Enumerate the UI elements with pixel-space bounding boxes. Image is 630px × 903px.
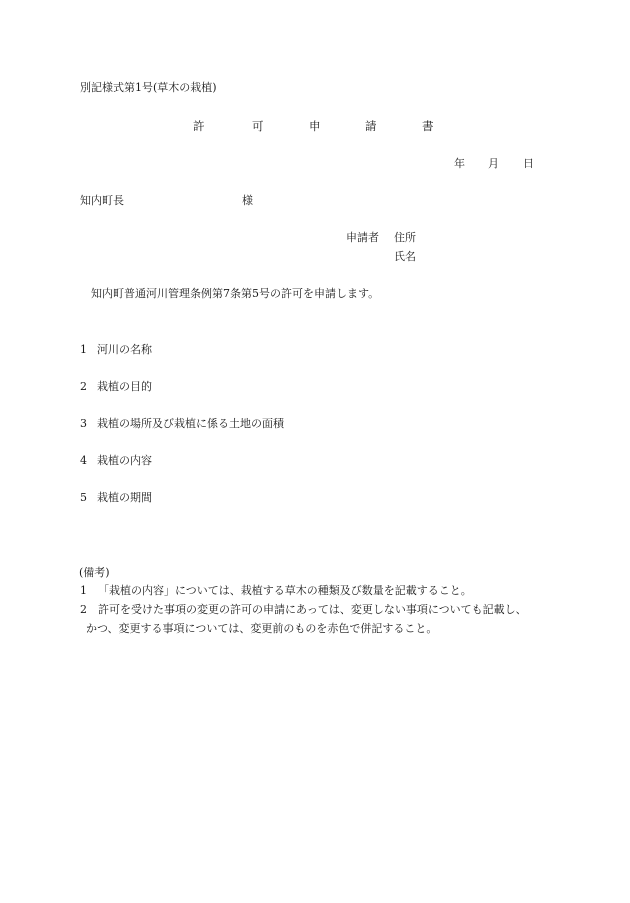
item-label: 栽植の場所及び栽植に係る土地の面積: [97, 417, 284, 430]
item-label: 栽植の内容: [97, 454, 152, 467]
remark-text: 「栽植の内容」については、栽植する草木の種類及び数量を記載すること。: [98, 584, 472, 597]
applicant-role: 申請者: [346, 231, 379, 244]
date-month: 月: [488, 157, 499, 170]
addressee-name: 知内町長: [80, 194, 124, 207]
item-number: 5: [80, 491, 87, 504]
date-day: 日: [523, 157, 534, 170]
remark-text: 許可を受けた事項の変更の許可の申請にあっては、変更しない事項についても記載し、: [98, 603, 527, 616]
title-char-3: 申: [309, 119, 321, 133]
item-label: 河川の名称: [97, 343, 152, 356]
applicant-address-label: 住所: [394, 231, 416, 244]
item-label: 栽植の期間: [97, 491, 152, 504]
remark-number: 1: [80, 584, 87, 597]
title-char-1: 許: [193, 119, 205, 133]
item-number: 2: [80, 380, 87, 393]
remarks-heading: (備考): [79, 566, 110, 579]
form-label: 別記様式第1号(草木の栽植): [80, 81, 217, 94]
item-number: 1: [80, 343, 87, 356]
title-char-2: 可: [252, 119, 264, 133]
applicant-name-label: 氏名: [394, 250, 416, 263]
remark-number: 2: [80, 603, 87, 616]
date-year: 年: [454, 157, 465, 170]
item-number: 4: [80, 454, 87, 467]
application-statement: 知内町普通河川管理条例第7条第5号の許可を申請します。: [91, 287, 380, 300]
item-number: 3: [80, 417, 87, 430]
item-label: 栽植の目的: [97, 380, 152, 393]
title-char-4: 請: [365, 119, 377, 133]
addressee-honorific: 様: [242, 194, 253, 207]
title-char-5: 書: [422, 119, 434, 133]
remark-text-continuation: かつ、変更する事項については、変更前のものを赤色で併記すること。: [86, 622, 438, 635]
